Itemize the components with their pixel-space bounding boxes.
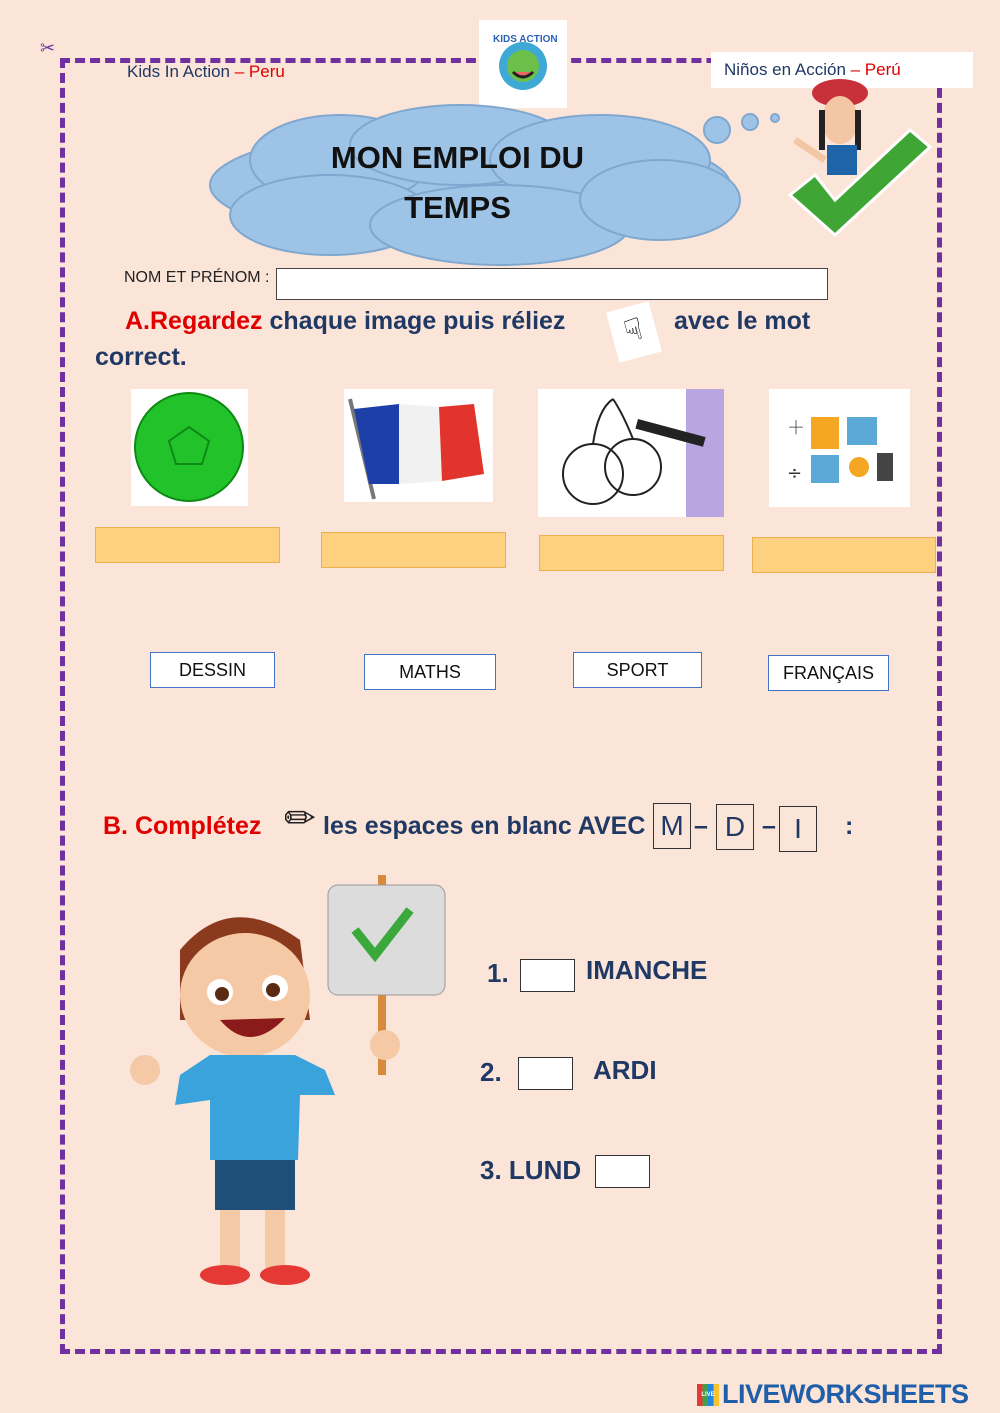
title-line-2: TEMPS bbox=[404, 190, 511, 225]
word-francais[interactable]: FRANÇAIS bbox=[768, 655, 889, 691]
answer-box-4[interactable] bbox=[752, 537, 936, 573]
answer-box-3[interactable] bbox=[539, 535, 724, 571]
scissors-icon: ✂ bbox=[40, 38, 56, 58]
teacher-checkmark-image bbox=[785, 75, 935, 240]
item-2-number: 2. bbox=[480, 1057, 502, 1087]
letter-i: I bbox=[779, 806, 817, 852]
word-dessin[interactable]: DESSIN bbox=[150, 652, 275, 688]
svg-text:＋: ＋ bbox=[787, 418, 805, 439]
header-left-text: Kids In Action bbox=[127, 62, 231, 81]
pencil-icon: ✏ bbox=[284, 798, 316, 840]
letter-d: D bbox=[716, 804, 754, 850]
liveworksheets-text: LIVEWORKSHEETS bbox=[722, 1379, 969, 1409]
logo bbox=[479, 20, 567, 108]
title-line-1: MON EMPLOI DU bbox=[330, 140, 585, 175]
item-1-word: IMANCHE bbox=[586, 955, 708, 985]
section-a-text: chaque image puis réliez bbox=[262, 307, 566, 335]
letter-m: M bbox=[653, 803, 691, 849]
boy-with-sign-image bbox=[120, 870, 450, 1300]
item-1-input[interactable] bbox=[520, 959, 575, 992]
svg-text:KIDS ACTION: KIDS ACTION bbox=[493, 34, 558, 45]
item-3-number: 3. bbox=[480, 1155, 502, 1185]
name-label: NOM ET PRÉNOM : bbox=[124, 269, 270, 286]
french-flag-image bbox=[344, 389, 493, 502]
colon: : bbox=[845, 812, 854, 840]
header-right-country: – Perú bbox=[845, 60, 901, 79]
drawing-image bbox=[538, 389, 724, 517]
item-3-word: LUND bbox=[508, 1155, 582, 1185]
item-3-input[interactable] bbox=[595, 1155, 650, 1188]
word-sport[interactable]: SPORT bbox=[573, 652, 702, 688]
item-2-word: ARDI bbox=[593, 1055, 657, 1085]
dash: – bbox=[694, 812, 708, 840]
header-left bbox=[127, 62, 285, 82]
dash: – bbox=[762, 812, 776, 840]
section-a-text-2: avec le mot bbox=[674, 307, 811, 335]
math-supplies-image bbox=[769, 389, 910, 507]
section-a-verb: Regardez bbox=[150, 307, 263, 335]
item-2-input[interactable] bbox=[518, 1057, 573, 1090]
answer-box-2[interactable] bbox=[321, 532, 506, 568]
section-a-letter: A. bbox=[125, 307, 150, 335]
svg-text:÷: ÷ bbox=[787, 463, 803, 484]
section-b-text: les espaces en blanc AVEC bbox=[323, 812, 646, 840]
section-b-verb: B. Complétez bbox=[103, 812, 262, 840]
pointing-hand-icon: ☟ bbox=[606, 301, 662, 363]
section-a-text-3: correct. bbox=[95, 343, 187, 371]
liveworksheets-logo bbox=[697, 1379, 969, 1410]
answer-box-1[interactable] bbox=[95, 527, 280, 563]
word-maths[interactable]: MATHS bbox=[364, 654, 496, 690]
item-1-number: 1. bbox=[487, 958, 509, 988]
header-right-text: Niños en Acción bbox=[724, 60, 846, 79]
page-title bbox=[260, 133, 655, 233]
liveworksheets-badge: LIVE bbox=[697, 1384, 719, 1406]
name-input[interactable] bbox=[276, 268, 828, 300]
section-a-instruction bbox=[125, 307, 565, 336]
header-left-country: – Peru bbox=[230, 62, 285, 81]
soccer-ball-image bbox=[131, 389, 248, 506]
